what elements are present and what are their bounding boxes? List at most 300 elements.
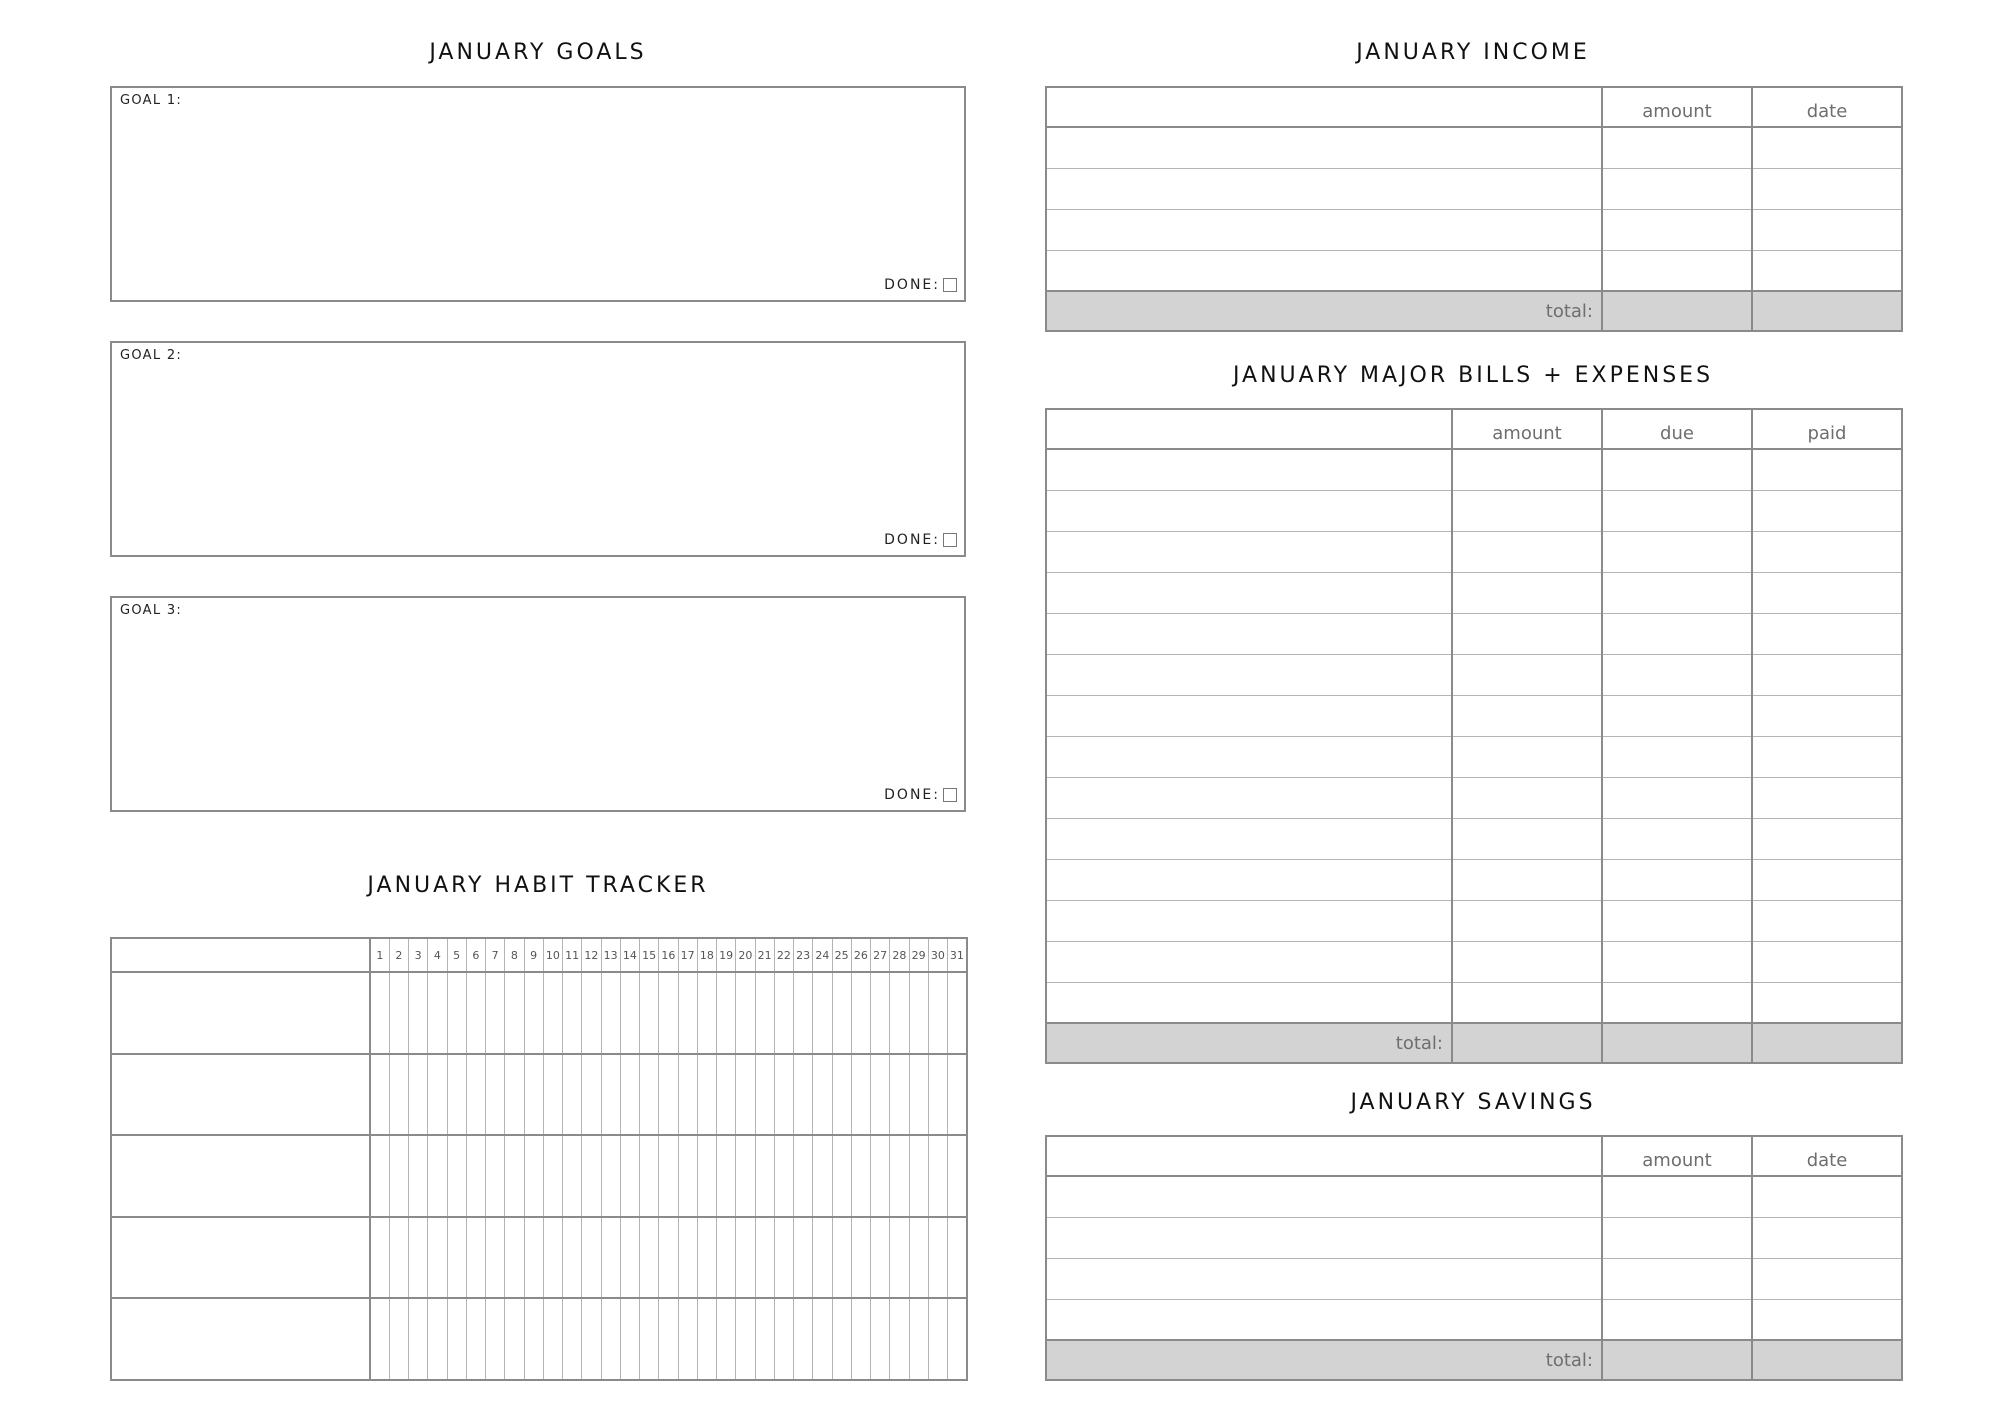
bills-entry-cell[interactable] <box>1602 736 1752 777</box>
habit-day-cell[interactable] <box>620 1054 639 1136</box>
bills-entry-cell[interactable] <box>1046 695 1452 736</box>
habit-day-cell[interactable] <box>409 1217 428 1299</box>
habit-day-cell[interactable] <box>524 972 543 1054</box>
habit-day-cell[interactable] <box>659 1135 678 1217</box>
habit-day-cell[interactable] <box>620 1135 639 1217</box>
bills-row <box>1046 818 1902 859</box>
bills-entry-cell[interactable] <box>1602 695 1752 736</box>
habit-day-cell[interactable] <box>717 1135 736 1217</box>
bills-entry-cell[interactable] <box>1752 941 1902 982</box>
savings-total-cell[interactable] <box>1752 1340 1902 1380</box>
habit-day-cell[interactable] <box>447 972 466 1054</box>
habit-day-number: 8 <box>505 938 524 972</box>
bills-entry-cell[interactable] <box>1602 490 1752 531</box>
habit-day-cell[interactable] <box>466 972 485 1054</box>
bills-entry-cell[interactable] <box>1752 859 1902 900</box>
habit-day-number: 2 <box>389 938 408 972</box>
habit-day-cell[interactable] <box>717 1298 736 1380</box>
bills-table <box>1045 408 1903 1064</box>
bills-total-cell[interactable] <box>1602 1023 1752 1063</box>
habit-day-cell[interactable] <box>948 1298 967 1380</box>
savings-table <box>1045 1135 1903 1381</box>
habit-day-cell[interactable] <box>717 1054 736 1136</box>
habit-day-cell[interactable] <box>466 1298 485 1380</box>
habit-day-cell[interactable] <box>447 1054 466 1136</box>
savings-total-cell[interactable] <box>1602 1340 1752 1380</box>
bills-entry-cell[interactable] <box>1452 859 1602 900</box>
income-entry-cell[interactable] <box>1046 209 1602 250</box>
habit-day-cell[interactable] <box>486 972 505 1054</box>
bills-entry-cell[interactable] <box>1752 572 1902 613</box>
habit-day-cell[interactable] <box>640 1135 659 1217</box>
habit-day-number: 14 <box>620 938 639 972</box>
done-label: DONE: <box>884 787 940 803</box>
bills-entry-cell[interactable] <box>1752 777 1902 818</box>
habit-day-cell[interactable] <box>890 1135 909 1217</box>
savings-entry-cell[interactable] <box>1602 1217 1752 1258</box>
habit-day-cell[interactable] <box>678 1054 697 1136</box>
habit-day-cell[interactable] <box>871 1217 890 1299</box>
bills-entry-cell[interactable] <box>1752 490 1902 531</box>
habit-day-cell[interactable] <box>640 1298 659 1380</box>
habit-day-cell[interactable] <box>794 1135 813 1217</box>
savings-entry-cell[interactable] <box>1752 1258 1902 1299</box>
habit-day-cell[interactable] <box>563 972 582 1054</box>
bills-entry-cell[interactable] <box>1752 449 1902 490</box>
habit-day-cell[interactable] <box>697 1217 716 1299</box>
bills-entry-cell[interactable] <box>1752 818 1902 859</box>
income-entry-cell[interactable] <box>1602 127 1752 168</box>
habit-day-cell[interactable] <box>871 1298 890 1380</box>
bills-entry-cell[interactable] <box>1452 572 1602 613</box>
bills-entry-cell[interactable] <box>1602 613 1752 654</box>
habit-day-cell[interactable] <box>794 1217 813 1299</box>
habit-day-cell[interactable] <box>505 972 524 1054</box>
goal-box-2[interactable] <box>110 341 966 557</box>
bills-entry-cell[interactable] <box>1602 900 1752 941</box>
bills-total-cell[interactable] <box>1452 1023 1602 1063</box>
bills-row <box>1046 941 1902 982</box>
bills-entry-cell[interactable] <box>1602 531 1752 572</box>
habit-day-cell[interactable] <box>928 1054 947 1136</box>
habit-day-cell[interactable] <box>755 972 774 1054</box>
habit-day-cell[interactable] <box>640 972 659 1054</box>
habit-day-cell[interactable] <box>370 1135 389 1217</box>
done-indicator <box>884 277 957 293</box>
habit-day-cell[interactable] <box>794 972 813 1054</box>
done-indicator <box>884 787 957 803</box>
habit-day-cell[interactable] <box>678 1298 697 1380</box>
habit-day-cell[interactable] <box>909 1054 928 1136</box>
bills-entry-cell[interactable] <box>1046 900 1452 941</box>
habit-name-cell[interactable] <box>111 1217 370 1299</box>
habit-day-cell[interactable] <box>486 1217 505 1299</box>
income-entry-cell[interactable] <box>1752 168 1902 209</box>
done-checkbox[interactable] <box>943 533 957 547</box>
habit-day-cell[interactable] <box>620 1217 639 1299</box>
bills-total-cell[interactable] <box>1752 1023 1902 1063</box>
habit-name-cell[interactable] <box>111 1135 370 1217</box>
habit-day-cell[interactable] <box>813 972 832 1054</box>
habit-day-cell[interactable] <box>389 1135 408 1217</box>
habit-day-cell[interactable] <box>409 1135 428 1217</box>
habit-day-cell[interactable] <box>389 1054 408 1136</box>
habit-day-number: 18 <box>697 938 716 972</box>
bills-entry-cell[interactable] <box>1046 736 1452 777</box>
habit-day-cell[interactable] <box>370 1054 389 1136</box>
habit-day-cell[interactable] <box>736 1298 755 1380</box>
habit-day-cell[interactable] <box>736 1054 755 1136</box>
habit-day-cell[interactable] <box>832 1217 851 1299</box>
habit-day-number: 17 <box>678 938 697 972</box>
habit-day-cell[interactable] <box>370 1298 389 1380</box>
bills-entry-cell[interactable] <box>1452 654 1602 695</box>
habit-day-cell[interactable] <box>794 1298 813 1380</box>
habit-day-number: 22 <box>774 938 793 972</box>
habit-day-header-row <box>111 938 967 972</box>
habit-day-cell[interactable] <box>620 972 639 1054</box>
savings-column-header: date <box>1752 1136 1902 1176</box>
habit-day-cell[interactable] <box>582 1298 601 1380</box>
bills-entry-cell[interactable] <box>1046 449 1452 490</box>
habit-day-cell[interactable] <box>601 1298 620 1380</box>
bills-total-label: total: <box>1046 1023 1452 1063</box>
habit-day-cell[interactable] <box>851 1298 870 1380</box>
done-checkbox[interactable] <box>943 788 957 802</box>
savings-entry-cell[interactable] <box>1046 1217 1602 1258</box>
habit-day-cell[interactable] <box>890 972 909 1054</box>
habit-day-number: 9 <box>524 938 543 972</box>
habit-day-cell[interactable] <box>563 1135 582 1217</box>
habit-day-cell[interactable] <box>640 1054 659 1136</box>
habit-day-cell[interactable] <box>774 1217 793 1299</box>
bills-entry-cell[interactable] <box>1602 859 1752 900</box>
bills-entry-cell[interactable] <box>1046 777 1452 818</box>
habit-day-cell[interactable] <box>428 972 447 1054</box>
savings-row <box>1046 1176 1902 1217</box>
bills-row <box>1046 695 1902 736</box>
bills-entry-cell[interactable] <box>1452 736 1602 777</box>
habit-day-cell[interactable] <box>890 1298 909 1380</box>
habit-day-cell[interactable] <box>582 1135 601 1217</box>
habit-day-cell[interactable] <box>659 1298 678 1380</box>
habit-day-cell[interactable] <box>582 1217 601 1299</box>
habit-day-cell[interactable] <box>774 1298 793 1380</box>
habit-day-cell[interactable] <box>370 1217 389 1299</box>
bills-entry-cell[interactable] <box>1452 941 1602 982</box>
habit-day-cell[interactable] <box>447 1298 466 1380</box>
habit-day-cell[interactable] <box>409 972 428 1054</box>
income-entry-cell[interactable] <box>1602 168 1752 209</box>
bills-entry-cell[interactable] <box>1046 982 1452 1023</box>
habit-tracker-table <box>110 937 968 1381</box>
income-entry-cell[interactable] <box>1752 250 1902 291</box>
habit-day-number: 31 <box>948 938 967 972</box>
habit-day-cell[interactable] <box>774 1054 793 1136</box>
habit-day-cell[interactable] <box>524 1298 543 1380</box>
bills-entry-cell[interactable] <box>1602 777 1752 818</box>
habit-day-cell[interactable] <box>466 1135 485 1217</box>
bills-entry-cell[interactable] <box>1752 982 1902 1023</box>
habit-row <box>111 1135 967 1217</box>
habit-day-cell[interactable] <box>543 972 562 1054</box>
habit-day-cell[interactable] <box>948 1135 967 1217</box>
bills-row <box>1046 777 1902 818</box>
habit-day-cell[interactable] <box>697 1135 716 1217</box>
habit-day-cell[interactable] <box>389 1217 408 1299</box>
habit-day-cell[interactable] <box>736 1135 755 1217</box>
bills-row <box>1046 449 1902 490</box>
bills-entry-cell[interactable] <box>1046 572 1452 613</box>
habit-day-cell[interactable] <box>774 1135 793 1217</box>
habit-day-cell[interactable] <box>389 972 408 1054</box>
bills-row <box>1046 982 1902 1023</box>
habit-day-cell[interactable] <box>486 1135 505 1217</box>
habit-day-cell[interactable] <box>851 1217 870 1299</box>
bills-entry-cell[interactable] <box>1452 531 1602 572</box>
bills-column-header: amount <box>1452 409 1602 449</box>
habit-day-cell[interactable] <box>697 1298 716 1380</box>
bills-entry-cell[interactable] <box>1452 900 1602 941</box>
habit-day-cell[interactable] <box>505 1135 524 1217</box>
habit-name-cell[interactable] <box>111 1054 370 1136</box>
habit-day-cell[interactable] <box>428 1217 447 1299</box>
savings-entry-cell[interactable] <box>1602 1176 1752 1217</box>
habit-day-cell[interactable] <box>563 1217 582 1299</box>
habit-day-cell[interactable] <box>890 1054 909 1136</box>
habit-day-cell[interactable] <box>447 1217 466 1299</box>
habit-day-cell[interactable] <box>601 1217 620 1299</box>
bills-description-header <box>1046 409 1452 449</box>
bills-entry-cell[interactable] <box>1602 572 1752 613</box>
habit-day-cell[interactable] <box>659 972 678 1054</box>
habit-day-cell[interactable] <box>909 1135 928 1217</box>
habit-day-number: 1 <box>370 938 389 972</box>
habit-day-cell[interactable] <box>563 1298 582 1380</box>
habit-day-cell[interactable] <box>505 1217 524 1299</box>
bills-entry-cell[interactable] <box>1752 613 1902 654</box>
habit-day-cell[interactable] <box>524 1217 543 1299</box>
habit-day-cell[interactable] <box>832 1298 851 1380</box>
bills-row <box>1046 654 1902 695</box>
habit-day-cell[interactable] <box>428 1054 447 1136</box>
habit-day-cell[interactable] <box>486 1054 505 1136</box>
habit-day-cell[interactable] <box>813 1217 832 1299</box>
habit-day-cell[interactable] <box>697 1054 716 1136</box>
habit-day-number: 3 <box>409 938 428 972</box>
bills-entry-cell[interactable] <box>1602 818 1752 859</box>
savings-row <box>1046 1299 1902 1340</box>
bills-entry-cell[interactable] <box>1752 654 1902 695</box>
habit-day-cell[interactable] <box>813 1054 832 1136</box>
habit-day-cell[interactable] <box>890 1217 909 1299</box>
habit-day-cell[interactable] <box>678 1135 697 1217</box>
savings-entry-cell[interactable] <box>1602 1258 1752 1299</box>
habit-day-cell[interactable] <box>601 1135 620 1217</box>
savings-entry-cell[interactable] <box>1046 1176 1602 1217</box>
income-total-cell[interactable] <box>1602 291 1752 331</box>
habit-day-cell[interactable] <box>620 1298 639 1380</box>
habit-day-cell[interactable] <box>948 972 967 1054</box>
savings-entry-cell[interactable] <box>1602 1299 1752 1340</box>
income-title: JANUARY INCOME <box>1356 40 1590 65</box>
bills-entry-cell[interactable] <box>1452 695 1602 736</box>
habit-day-cell[interactable] <box>755 1298 774 1380</box>
income-row <box>1046 168 1902 209</box>
habit-day-cell[interactable] <box>640 1217 659 1299</box>
habit-day-cell[interactable] <box>505 1054 524 1136</box>
bills-column-header: paid <box>1752 409 1902 449</box>
done-checkbox[interactable] <box>943 278 957 292</box>
income-entry-cell[interactable] <box>1602 250 1752 291</box>
habit-name-cell[interactable] <box>111 972 370 1054</box>
habit-day-cell[interactable] <box>851 972 870 1054</box>
habit-day-cell[interactable] <box>871 972 890 1054</box>
habit-day-cell[interactable] <box>794 1054 813 1136</box>
habit-day-cell[interactable] <box>524 1135 543 1217</box>
habit-day-cell[interactable] <box>543 1054 562 1136</box>
bills-entry-cell[interactable] <box>1602 449 1752 490</box>
savings-entry-cell[interactable] <box>1046 1299 1602 1340</box>
habit-day-cell[interactable] <box>928 1298 947 1380</box>
habit-day-cell[interactable] <box>582 1054 601 1136</box>
habit-day-cell[interactable] <box>928 1135 947 1217</box>
income-entry-cell[interactable] <box>1046 168 1602 209</box>
savings-entry-cell[interactable] <box>1752 1299 1902 1340</box>
income-column-header: amount <box>1602 87 1752 127</box>
bills-entry-cell[interactable] <box>1602 654 1752 695</box>
bills-entry-cell[interactable] <box>1046 654 1452 695</box>
habit-day-cell[interactable] <box>774 972 793 1054</box>
bills-entry-cell[interactable] <box>1752 736 1902 777</box>
habit-day-cell[interactable] <box>428 1135 447 1217</box>
bills-entry-cell[interactable] <box>1452 449 1602 490</box>
habit-day-cell[interactable] <box>524 1054 543 1136</box>
habit-day-cell[interactable] <box>832 972 851 1054</box>
habit-day-cell[interactable] <box>948 1054 967 1136</box>
habit-day-cell[interactable] <box>871 1135 890 1217</box>
habit-day-cell[interactable] <box>466 1217 485 1299</box>
bills-entry-cell[interactable] <box>1752 900 1902 941</box>
bills-entry-cell[interactable] <box>1046 490 1452 531</box>
habit-day-cell[interactable] <box>851 1135 870 1217</box>
habit-day-number: 27 <box>871 938 890 972</box>
habit-day-cell[interactable] <box>909 1217 928 1299</box>
savings-entry-cell[interactable] <box>1046 1258 1602 1299</box>
bills-entry-cell[interactable] <box>1452 490 1602 531</box>
income-total-cell[interactable] <box>1752 291 1902 331</box>
income-description-header <box>1046 87 1602 127</box>
habit-name-cell[interactable] <box>111 1298 370 1380</box>
habit-day-cell[interactable] <box>409 1298 428 1380</box>
savings-total-row <box>1046 1340 1902 1380</box>
bills-entry-cell[interactable] <box>1046 859 1452 900</box>
habit-day-cell[interactable] <box>909 972 928 1054</box>
bills-entry-cell[interactable] <box>1602 982 1752 1023</box>
habit-day-cell[interactable] <box>370 972 389 1054</box>
habit-day-cell[interactable] <box>678 972 697 1054</box>
goal-box-3[interactable] <box>110 596 966 812</box>
habit-day-cell[interactable] <box>505 1298 524 1380</box>
habit-day-cell[interactable] <box>601 972 620 1054</box>
habit-day-cell[interactable] <box>871 1054 890 1136</box>
savings-entry-cell[interactable] <box>1752 1217 1902 1258</box>
goal-label: GOAL 1: <box>120 93 183 108</box>
habit-day-cell[interactable] <box>678 1217 697 1299</box>
habit-day-number: 30 <box>928 938 947 972</box>
habit-day-number: 29 <box>909 938 928 972</box>
habit-day-cell[interactable] <box>543 1135 562 1217</box>
bills-entry-cell[interactable] <box>1602 941 1752 982</box>
habit-day-cell[interactable] <box>659 1217 678 1299</box>
habit-day-cell[interactable] <box>832 1054 851 1136</box>
habit-day-cell[interactable] <box>428 1298 447 1380</box>
habit-day-cell[interactable] <box>928 1217 947 1299</box>
habit-day-cell[interactable] <box>389 1298 408 1380</box>
habit-day-cell[interactable] <box>697 972 716 1054</box>
bills-entry-cell[interactable] <box>1452 777 1602 818</box>
habit-day-cell[interactable] <box>601 1054 620 1136</box>
bills-entry-cell[interactable] <box>1752 531 1902 572</box>
habit-day-cell[interactable] <box>909 1298 928 1380</box>
income-entry-cell[interactable] <box>1602 209 1752 250</box>
habit-day-cell[interactable] <box>851 1054 870 1136</box>
habit-day-cell[interactable] <box>543 1298 562 1380</box>
income-entry-cell[interactable] <box>1752 127 1902 168</box>
savings-description-header <box>1046 1136 1602 1176</box>
habit-day-cell[interactable] <box>543 1217 562 1299</box>
habit-day-cell[interactable] <box>948 1217 967 1299</box>
habit-day-cell[interactable] <box>659 1054 678 1136</box>
habit-day-cell[interactable] <box>832 1135 851 1217</box>
habit-day-cell[interactable] <box>928 972 947 1054</box>
habit-day-cell[interactable] <box>755 1217 774 1299</box>
habit-day-cell[interactable] <box>736 1217 755 1299</box>
habit-day-cell[interactable] <box>582 972 601 1054</box>
bills-entry-cell[interactable] <box>1046 818 1452 859</box>
goal-box-1[interactable] <box>110 86 966 302</box>
bills-entry-cell[interactable] <box>1752 695 1902 736</box>
bills-entry-cell[interactable] <box>1452 613 1602 654</box>
habit-day-cell[interactable] <box>736 972 755 1054</box>
income-entry-cell[interactable] <box>1046 127 1602 168</box>
habit-day-cell[interactable] <box>409 1054 428 1136</box>
habit-day-cell[interactable] <box>563 1054 582 1136</box>
bills-entry-cell[interactable] <box>1452 818 1602 859</box>
bills-entry-cell[interactable] <box>1046 531 1452 572</box>
habit-day-cell[interactable] <box>717 1217 736 1299</box>
savings-title: JANUARY SAVINGS <box>1350 1090 1596 1115</box>
income-entry-cell[interactable] <box>1046 250 1602 291</box>
bills-entry-cell[interactable] <box>1046 941 1452 982</box>
habit-day-cell[interactable] <box>755 1054 774 1136</box>
habit-day-cell[interactable] <box>447 1135 466 1217</box>
habit-day-number: 25 <box>832 938 851 972</box>
savings-entry-cell[interactable] <box>1752 1176 1902 1217</box>
bills-title: JANUARY MAJOR BILLS + EXPENSES <box>1232 363 1714 388</box>
bills-entry-cell[interactable] <box>1046 613 1452 654</box>
bills-entry-cell[interactable] <box>1452 982 1602 1023</box>
habit-day-cell[interactable] <box>466 1054 485 1136</box>
habit-day-cell[interactable] <box>813 1298 832 1380</box>
habit-day-cell[interactable] <box>717 972 736 1054</box>
income-entry-cell[interactable] <box>1752 209 1902 250</box>
habit-day-cell[interactable] <box>755 1135 774 1217</box>
habit-day-cell[interactable] <box>813 1135 832 1217</box>
habit-name-header <box>111 938 370 972</box>
habit-row <box>111 1217 967 1299</box>
habit-day-cell[interactable] <box>486 1298 505 1380</box>
